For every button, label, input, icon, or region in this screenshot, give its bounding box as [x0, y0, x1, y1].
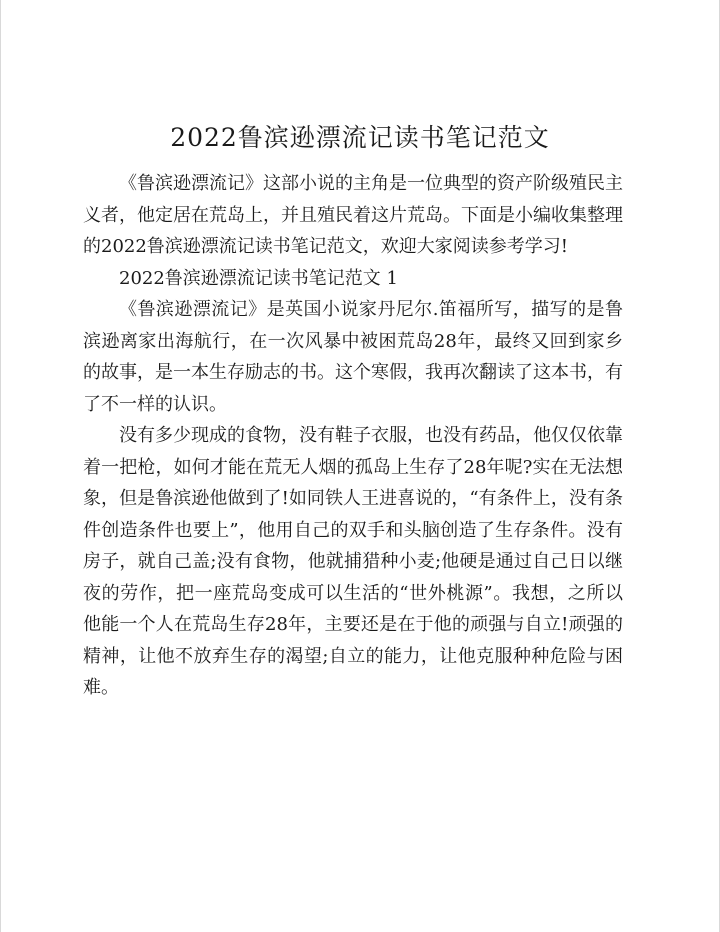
- document-title: 2022鲁滨逊漂流记读书笔记范文: [170, 123, 550, 152]
- section-heading: 2022鲁滨逊漂流记读书笔记范文 1: [119, 267, 398, 289]
- document-body: [83, 168, 623, 704]
- intro-paragraph: 《鲁滨逊漂流记》这部小说的主角是一位典型的资产阶级殖民主义者，他定居在荒岛上，并且殖民着这片荒岛。下面是小编收集整理的2022鲁滨逊漂流记读书笔记范文，欢迎大家阅读参考学习!: [83, 173, 623, 257]
- body-paragraph: 《鲁滨逊漂流记》是英国小说家丹尼尔.笛福所写，描写的是鲁滨逊离家出海航行，在一次风暴中被困荒岛28年，最终又回到家乡的故事，是一本生存励志的书。这个寒假，我再次翻读了这本书，有了不一样的认识。: [83, 299, 623, 415]
- body-paragraph: 没有多少现成的食物，没有鞋子衣服，也没有药品，他仅仅依靠着一把枪，如何才能在荒无人烟的孤岛上生存了28年呢?实在无法想象，但是鲁滨逊他做到了!如同铁人王进喜说的，“有条件上，没有条件创造条件也要上”，他用自己的双手和头脑创造了生存条件。没有房子，就自己盖;没有食物，他就捕猎种小麦;他硬是通过自己日以继夜的劳作，把一座荒岛变成可以生活的“世外桃源”。我想，之所以他能一个人在荒岛生存28年，主要还是在于他的顽强与自立!顽强的精神，让他不放弃生存的渴望;自立的能力，让他克服种种危险与困难。: [83, 425, 623, 698]
